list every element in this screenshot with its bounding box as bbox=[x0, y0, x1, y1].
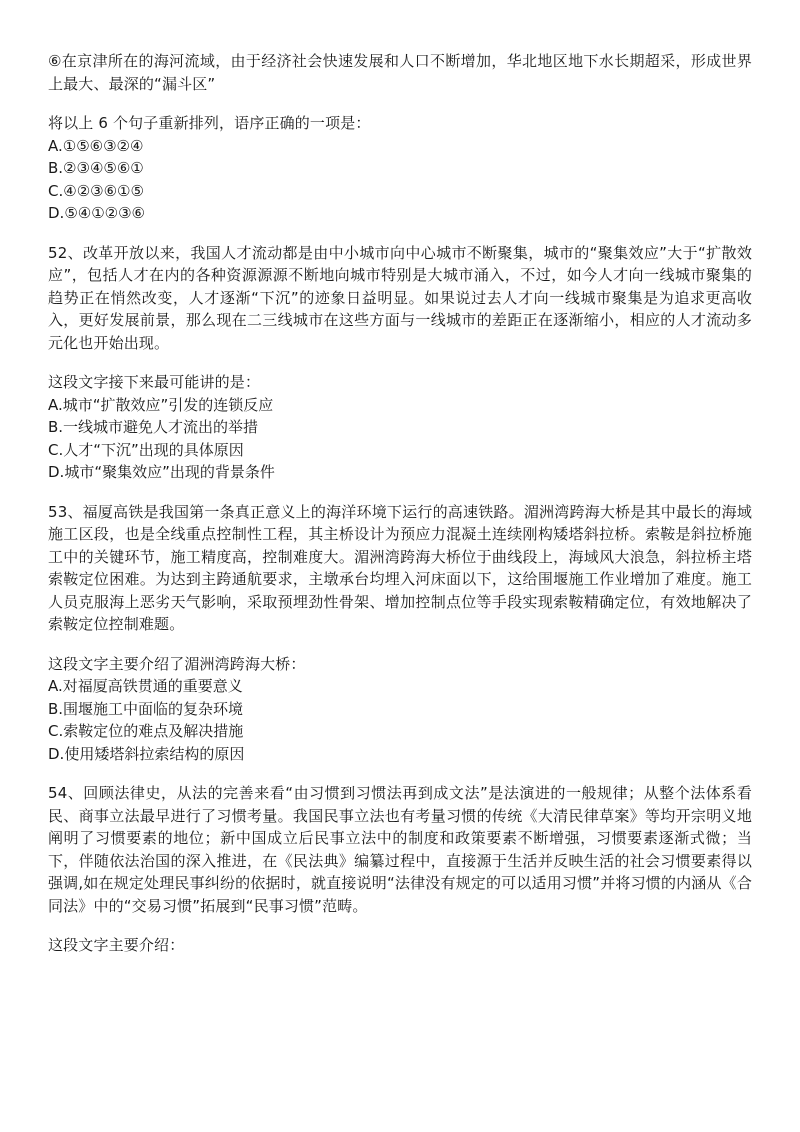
question-54-prompt: 这段文字主要介绍： bbox=[48, 936, 185, 954]
option-c: C.人才“下沉”出现的具体原因 bbox=[48, 440, 244, 459]
question-52-prompt: 这段文字接下来最可能讲的是： bbox=[48, 373, 261, 391]
option-a: A.城市“扩散效应”引发的连锁反应 bbox=[48, 395, 274, 414]
option-d: D.⑤④①②③⑥ bbox=[48, 204, 146, 222]
option-b: B.②③④⑤⑥① bbox=[48, 159, 144, 177]
question-53-text: 53、福厦高铁是我国第一条真正意义上的海洋环境下运行的高速铁路。湄洲湾跨海大桥是其中最长的海域施工区段，也是全线重点控制性工程，其主桥设计为预应力混凝土连续刚构矮塔斜拉桥。索鞍是斜拉桥施工中的关键环节，施工精度高，控制难度大。湄洲湾跨海大桥位于曲线段上，海域风大浪急，斜拉桥主塔索鞍定位困难。为达到主跨通航要求，主墩承台均埋入河床面以下，这给围堰施工作业增加了难度。施工人员克服海上恶劣天气影响，采取预埋劲性骨架、增加控制点位等手段实现索鞍精确定位，有效地解决了索鞍定位控制难题。 bbox=[48, 502, 752, 633]
option-c: C.索鞍定位的难点及解决措施 bbox=[48, 722, 244, 740]
option-b: B.一线城市避免人才流出的举措 bbox=[48, 418, 259, 436]
question-54-text: 54、回顾法律史，从法的完善来看“由习惯到习惯法再到成文法”是法演进的一般规律；从整个法体系看民、商事立法最早进行了习惯考量。我国民事立法也有考量习惯的传统《大清民律草案》等均开宗明义地阐明了习惯要素的地位；新中国成立后民事立法中的制度和政策要素不断增强，习惯要素逐渐式微；当下，伴随依法治国的深入推进，在《民法典》编纂过程中，直接源于生活并反映生活的社会习惯要素得以强调,如在规定处理民事纠纷的依据时，就直接说明“法律没有规定的可以适用习惯”并将习惯的内涵从《合同法》中的“交易习惯”拓展到“民事习惯”范畴。 bbox=[48, 784, 752, 915]
option-c: C.④②③⑥①⑤ bbox=[48, 181, 144, 200]
question-53-prompt: 这段文字主要介绍了湄洲湾跨海大桥： bbox=[48, 654, 306, 673]
question-52-text: 52、改革开放以来，我国人才流动都是由中小城市向中心城市不断聚集，城市的“聚集效应”大于“扩散效应”，包括人才在内的各种资源源源不断地向城市特别是大城市涌入，不过，如今人才向一线城市聚集的趋势正在悄然改变，人才逐渐“下沉”的迹象日益明显。如果说过去人才向一线城市聚集是为追求更高收入，更好发展前景，那么现在二三线城市在这些方面与一线城市的差距正在逐渐缩小，相应的人才流动多元化也开始出现。 bbox=[48, 243, 752, 352]
sentence-6: ⑥在京津所在的海河流域，由于经济社会快速发展和人口不断增加，华北地区地下水长期超采，形成世界上最大、最深的“漏斗区” bbox=[48, 52, 752, 93]
question-prompt: 将以上 6 个句子重新排列，语序正确的一项是： bbox=[48, 114, 371, 132]
option-d: D.城市“聚集效应”出现的背景条件 bbox=[48, 463, 275, 481]
option-b: B.围堰施工中面临的复杂环境 bbox=[48, 699, 244, 718]
option-a: A.①⑤⑥③②④ bbox=[48, 136, 144, 155]
option-d: D.使用矮塔斜拉索结构的原因 bbox=[48, 744, 245, 763]
option-a: A.对福厦高铁贯通的重要意义 bbox=[48, 677, 243, 695]
